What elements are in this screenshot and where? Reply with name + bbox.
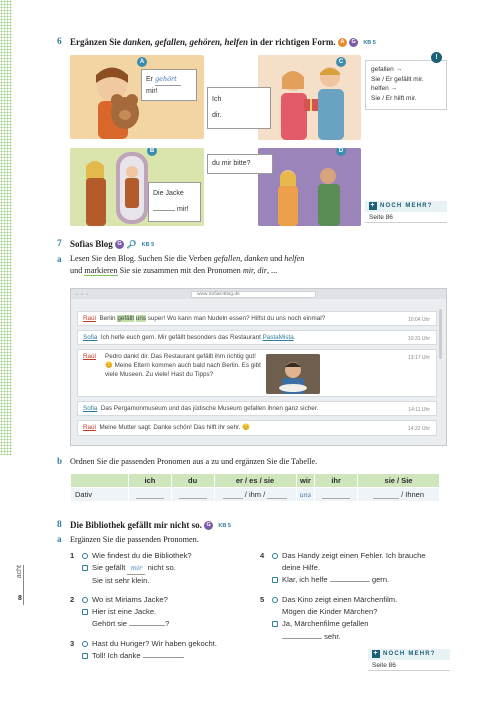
blog-photo [266, 354, 320, 394]
badge-g: G [349, 38, 358, 47]
grammar-hint-box: gefallen → Sie / Er gefällt mir. helfen → Sie / Er hilft mir. [365, 60, 447, 110]
blog-post-5: Raúl Meine Mutter sagt: Danke schön! Das hilft ihr sehr. 😊 14:22 Uhr [77, 420, 437, 436]
exercise-6-number: 6 [57, 37, 62, 47]
exercise-8a-instruction: Ergänzen Sie die passenden Pronomen. [70, 535, 199, 544]
exercise-8a-label: a [57, 534, 62, 544]
exercise-7b-label: b [57, 456, 63, 466]
page-number: 8 [18, 595, 22, 602]
blog-post-4: Sofia Das Pergamonmuseum und das jüdische Museum gefallen ihnen ganz sicher. 14:11 Uhr [77, 401, 437, 416]
exclamation-icon: ! [431, 52, 442, 63]
speech-bubble-c: Ich dir. [207, 87, 271, 129]
blog-post-3: Raúl Pedro dankt dir. Das Restaurant gefällt ihm richtig gut! 😊 Meine Eltern kommen auch bald nach Berlin. Es gibt viele Museen. Zu viele! Hast du Tipps? 13:17 Uhr [77, 349, 437, 397]
illustration-b [70, 148, 204, 226]
margin-dot-pattern [0, 0, 12, 455]
side-page-label: acht [16, 565, 23, 579]
noch-mehr-box-8[interactable]: + NOCH MEHR? Seite 86 [368, 649, 450, 671]
speech-bubble-b: Die Jacke mir! [148, 182, 201, 222]
handwritten-answer: gehört [155, 73, 181, 86]
illustration-tag-a: A [137, 57, 147, 67]
illustration-a [70, 55, 204, 139]
blog-post-1: Raúl Berlin gefällt uns super! Wo kann man Nudeln essen? Hilfst du uns noch einmal? 10:04 Uhr [77, 311, 437, 326]
side-divider [23, 565, 24, 605]
table-row-label: Dativ [71, 488, 129, 502]
exercise-6-title: Ergänzen Sie danken, gefallen, gehören, helfen in der richtigen Form. A G KB 5 [70, 37, 376, 47]
illustration-tag-d: D [336, 148, 346, 156]
exercise-8-number: 8 [57, 520, 62, 530]
exercise-7-title: Sofias Blog G 🔎︎ KB 5 [70, 239, 155, 249]
illustration-c [258, 55, 361, 140]
blog-post-2: Sofia Ich helfe euch gern. Mir gefällt besonders das Restaurant PastaMista. 10:31 Uhr [77, 330, 437, 345]
dialogue-1: 1 Wie findest du die Bibliothek? Sie gefällt mir nicht so. Sie ist sehr klein. [70, 551, 192, 586]
illustration-tag-b: B [147, 148, 157, 156]
exercise-8-title: Die Bibliothek gefällt mir nicht so. G KB 5 [70, 520, 231, 530]
dialogue-3: 3 Hast du Hunger? Wir haben gekocht. Toll! Ich danke . [70, 639, 217, 661]
blog-browser-window [70, 288, 447, 446]
speech-bubble-d: du mir bitte? [207, 154, 273, 174]
address-bar[interactable]: www.Sofias-Blog.de [191, 291, 316, 298]
search-icon: 🔎︎ [126, 240, 137, 249]
exercise-7b-instruction: Ordnen Sie die passenden Pronomen aus a zu und ergänzen Sie die Tabelle. [70, 457, 318, 466]
pronoun-table: ich du er / es / sie wir ihr sie / Sie Dativ / ihm / uns / Ihnen [70, 473, 440, 502]
exercise-7a-label: a [57, 254, 62, 264]
dialogue-4: 4 Das Handy zeigt einen Fehler. Ich brauche deine Hilfe. Klar, ich helfe gern. [260, 551, 426, 585]
badge-a: A [338, 38, 347, 47]
illustration-d [258, 148, 361, 226]
illustration-tag-c: C [336, 57, 346, 67]
dialogue-5: 5 Das Kino zeigt einen Märchenfilm. Mögen die Kinder Märchen? Ja, Märchenfilme gefallen sehr. [260, 595, 398, 641]
exercise-7a-instruction: Lesen Sie den Blog. Suchen Sie die Verben gefallen, danken und helfen und markieren Sie sie zusammen mit den Pronomen mir, dir, ... [70, 254, 305, 275]
handwritten-uns: uns [299, 491, 312, 499]
dialogue-2: 2 Wo ist Miriams Jacke? Hier ist eine Jacke. Gehört sie ? [70, 595, 170, 629]
kb-reference: KB 5 [363, 39, 376, 46]
speech-bubble-a: Er gehört mir! [141, 69, 197, 101]
window-controls: • • • [76, 292, 90, 298]
noch-mehr-box-6[interactable]: + NOCH MEHR? Seite 86 [365, 201, 447, 223]
exercise-7-number: 7 [57, 239, 62, 249]
scrollbar[interactable] [439, 309, 442, 359]
